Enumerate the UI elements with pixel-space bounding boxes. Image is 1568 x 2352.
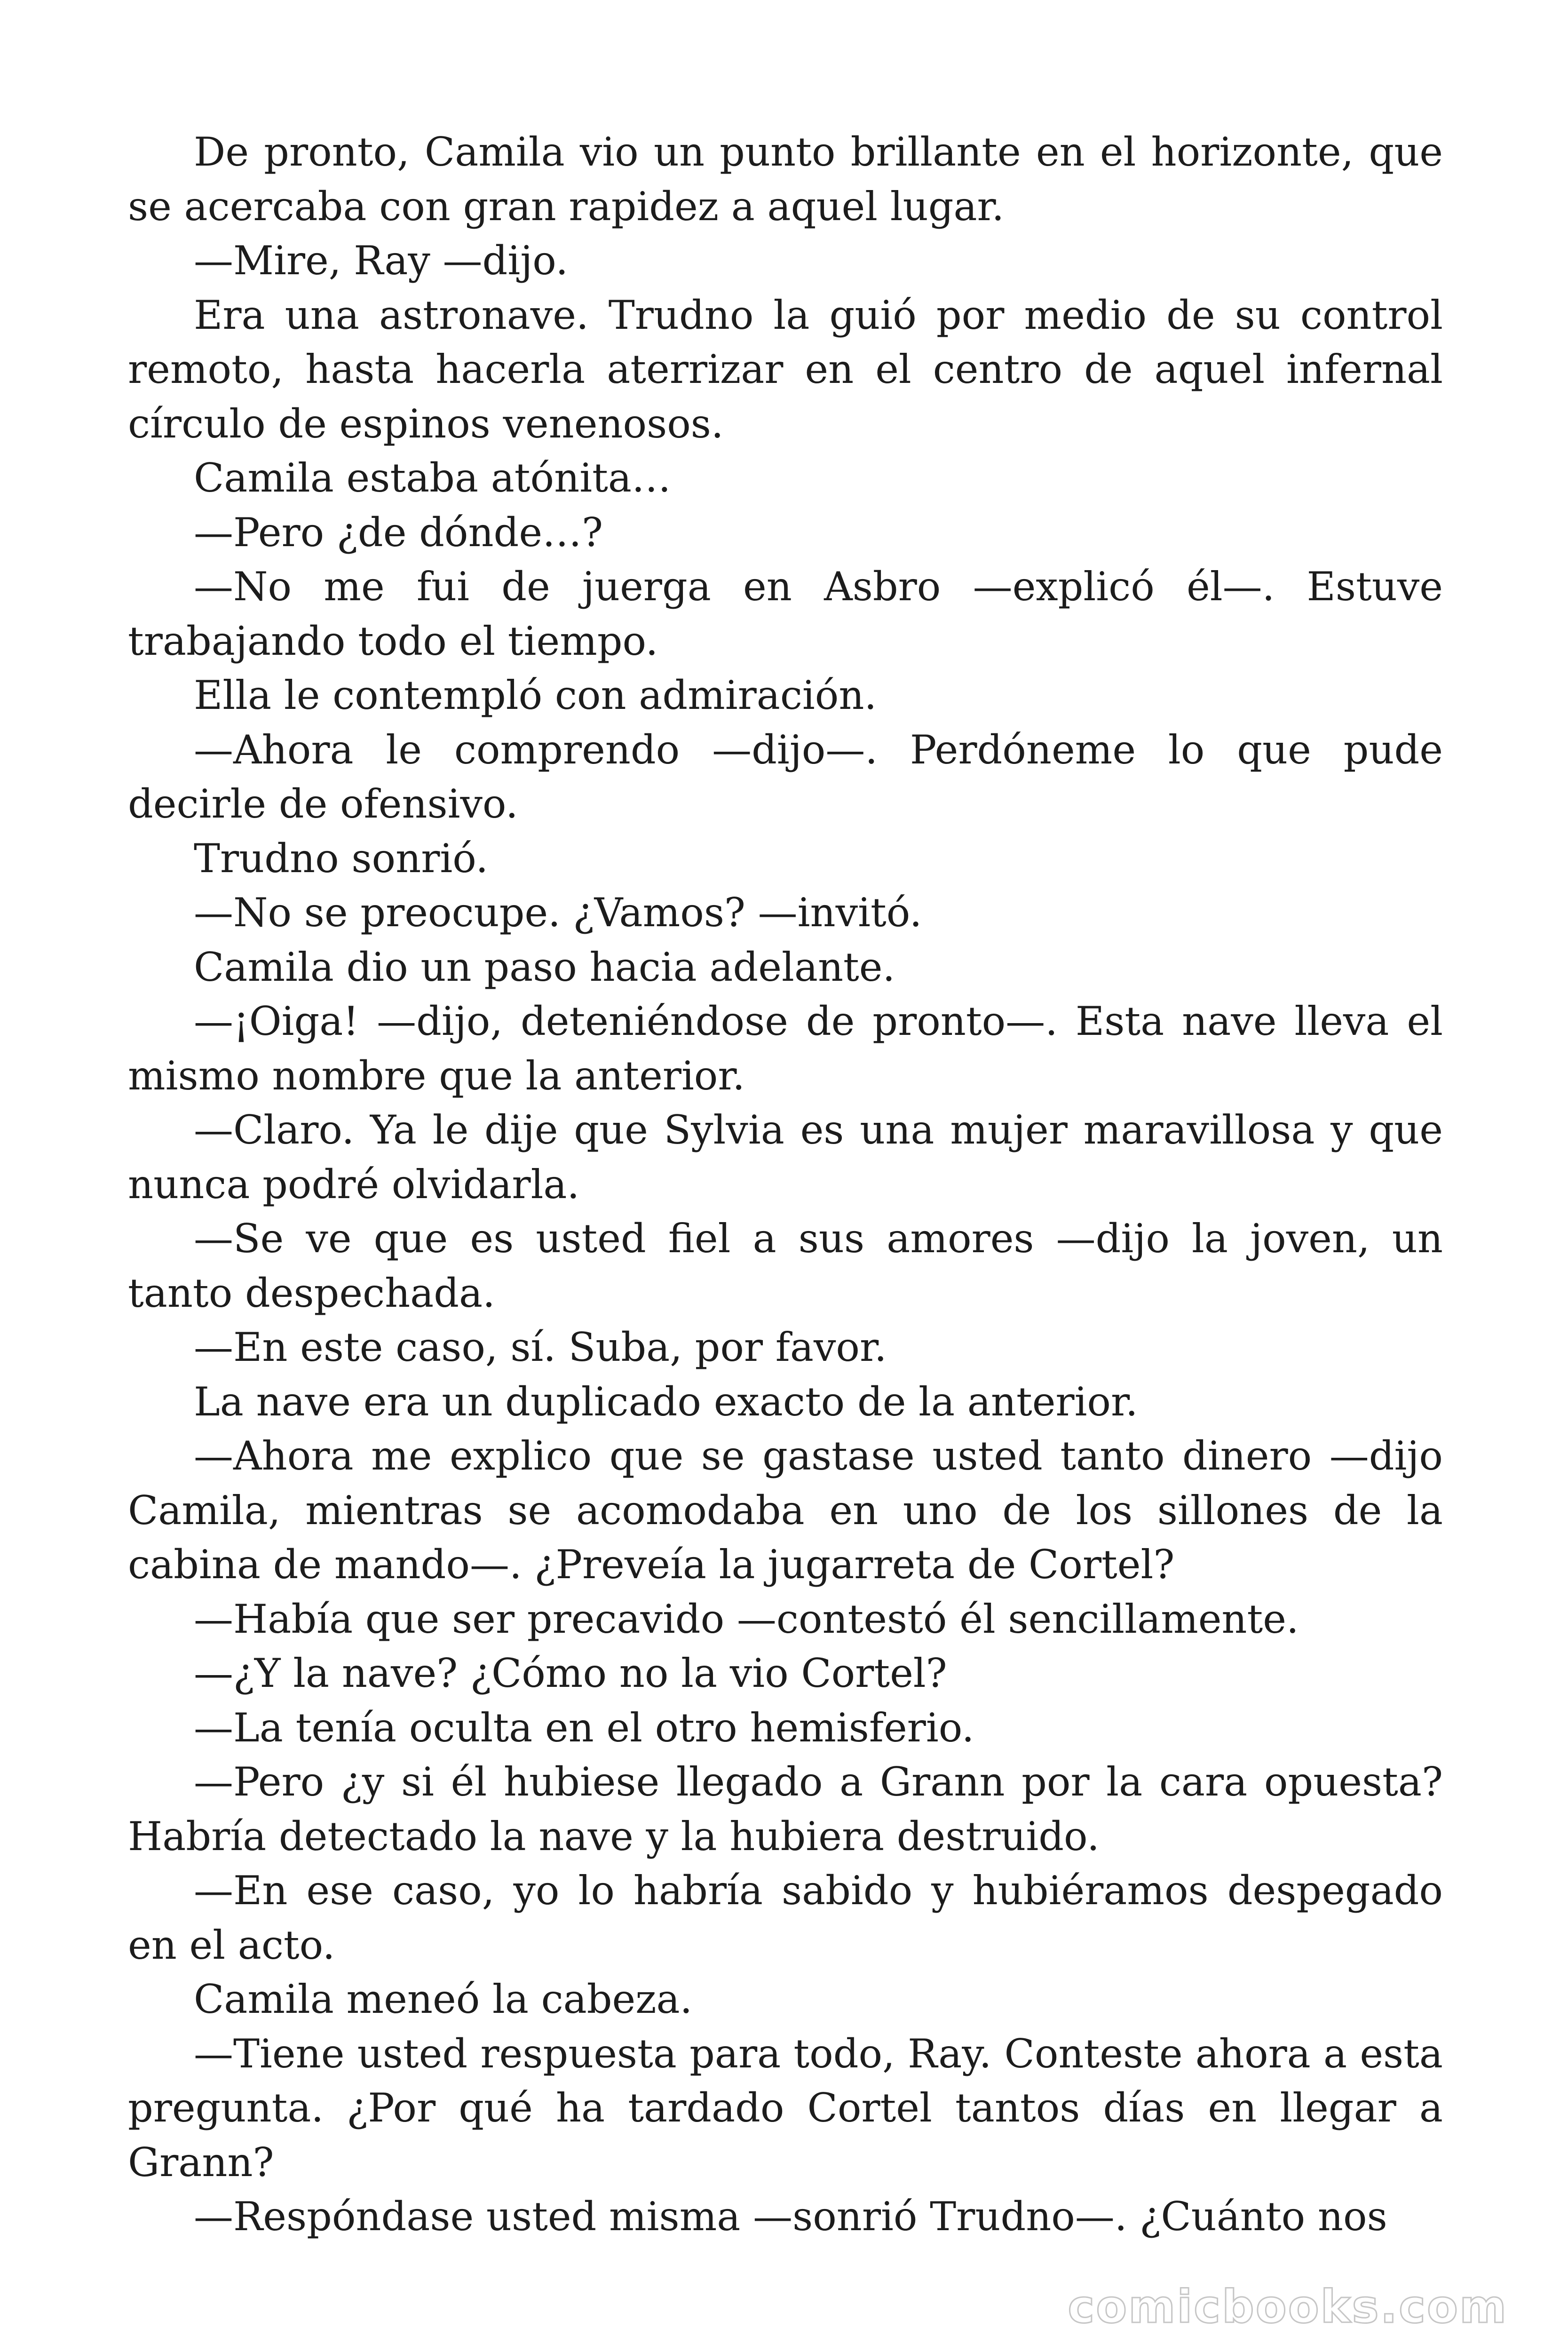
paragraph: —Mire, Ray —dijo. xyxy=(194,238,569,284)
paragraph: —¡Oiga! —dijo, deteniéndose de pronto—. Esta nave lleva el mismo nombre que la anterior. xyxy=(128,998,1443,1099)
paragraph: La nave era un duplicado exacto de la anterior. xyxy=(194,1378,1138,1425)
paragraph: Camila dio un paso hacia adelante. xyxy=(194,944,895,990)
paragraph: —Ahora le comprendo —dijo—. Perdóneme lo que pude decirle de ofensivo. xyxy=(128,726,1443,827)
paragraph: —Se ve que es usted fiel a sus amores —dijo la joven, un tanto despechada. xyxy=(128,1216,1443,1316)
paragraph: —Pero ¿y si él hubiese llegado a Grann por la cara opuesta? Habría detectado la nave y la hubiera destruido. xyxy=(128,1759,1443,1859)
paragraph: Era una astronave. Trudno la guió por medio de su control remoto, hasta hacerla aterrizar en el centro de aquel infernal círculo de espinos venenosos. xyxy=(128,292,1443,447)
paragraph: Camila estaba atónita… xyxy=(194,455,671,501)
paragraph: —Había que ser precavido —contestó él sencillamente. xyxy=(194,1596,1299,1642)
paragraph: —No me fui de juerga en Asbro —explicó él—. Estuve trabajando todo el tiempo. xyxy=(128,564,1443,664)
paragraph: Camila meneó la cabeza. xyxy=(194,1976,693,2022)
paragraph: —No se preocupe. ¿Vamos? —invitó. xyxy=(194,890,922,936)
paragraph: —Tiene usted respuesta para todo, Ray. Conteste ahora a esta pregunta. ¿Por qué ha tardado Cortel tantos días en llegar a Grann? xyxy=(128,2030,1443,2185)
paragraph: —Ahora me explico que se gastase usted tanto dinero —dijo Camila, mientras se acomodaba en uno de los sillones de la cabina de mando—. ¿Preveía la jugarreta de Cortel? xyxy=(128,1433,1443,1588)
watermark-logo: comicbooks.com xyxy=(1068,2280,1508,2333)
paragraph: —¿Y la nave? ¿Cómo no la vio Cortel? xyxy=(194,1650,947,1696)
paragraph: Trudno sonrió. xyxy=(194,835,489,882)
paragraph: Ella le contempló con admiración. xyxy=(194,672,877,718)
paragraph: —En este caso, sí. Suba, por favor. xyxy=(194,1324,887,1370)
book-page-text xyxy=(128,125,1443,2244)
paragraph: —Respóndase usted misma —sonrió Trudno—. ¿Cuánto nos xyxy=(194,2193,1387,2240)
paragraph: —Pero ¿de dónde…? xyxy=(194,509,603,556)
paragraph: —Claro. Ya le dije que Sylvia es una mujer maravillosa y que nunca podré olvidarla. xyxy=(128,1107,1443,1208)
paragraph: —En ese caso, yo lo habría sabido y hubiéramos despegado en el acto. xyxy=(128,1867,1443,1968)
paragraph: —La tenía oculta en el otro hemisferio. xyxy=(194,1704,974,1751)
paragraph: De pronto, Camila vio un punto brillante en el horizonte, que se acercaba con gran rapidez a aquel lugar. xyxy=(128,129,1443,230)
